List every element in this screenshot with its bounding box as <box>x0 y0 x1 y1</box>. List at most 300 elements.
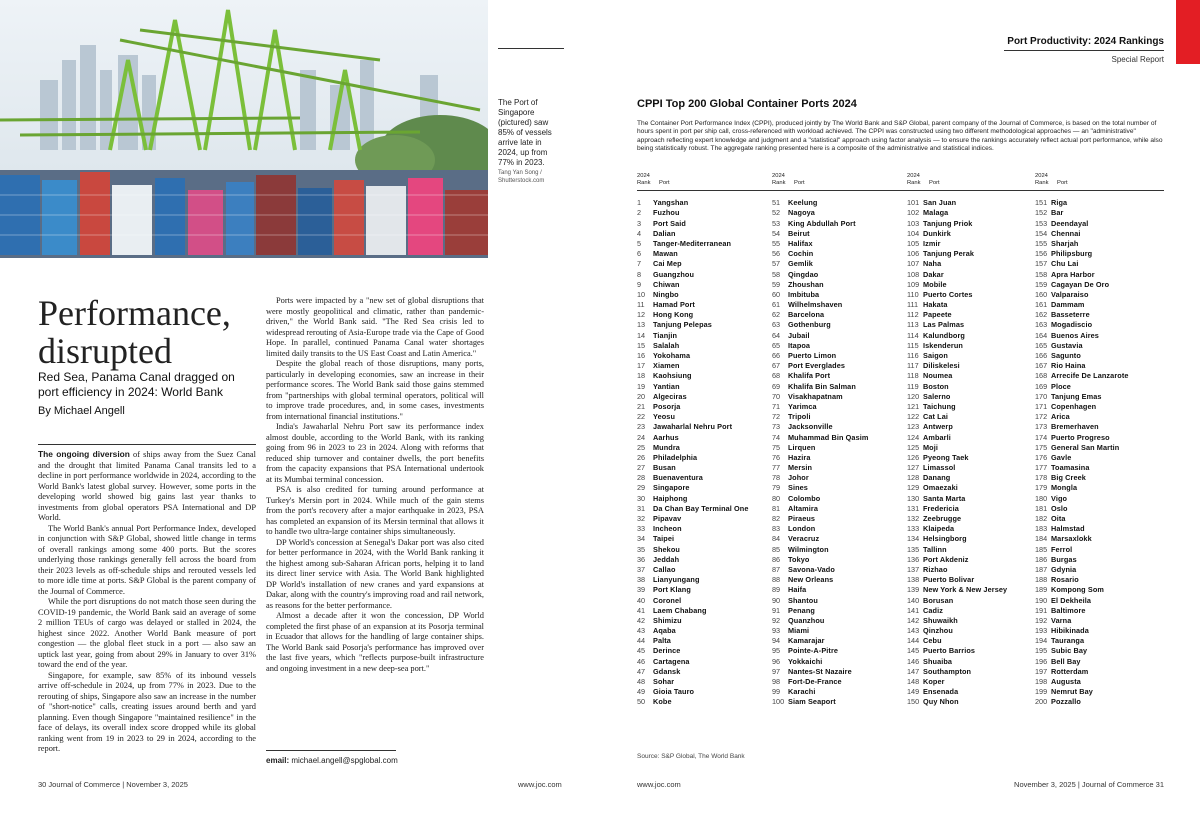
port-name: Piraeus <box>788 514 816 523</box>
rank-number: 111 <box>907 300 919 310</box>
photo-caption <box>498 98 562 185</box>
rank-row <box>907 657 1039 667</box>
rank-row <box>637 677 769 687</box>
port-name: Santa Marta <box>923 493 966 503</box>
rank-number: 74 <box>772 432 781 442</box>
port-name: Gustavia <box>1051 340 1083 350</box>
rank-row <box>772 331 904 341</box>
rank-number: 41 <box>637 605 646 615</box>
rank-row <box>637 514 769 524</box>
rank-row <box>637 351 769 361</box>
rank-row <box>1035 351 1167 361</box>
rank-number: 167 <box>1035 361 1048 371</box>
port-name: Kaohsiung <box>653 371 692 381</box>
rank-number: 133 <box>907 524 920 534</box>
rank-number: 197 <box>1035 666 1048 676</box>
port-name: Bar <box>1051 208 1064 218</box>
rank-number: 35 <box>637 544 646 554</box>
rank-number: 139 <box>907 585 920 595</box>
byline: By Michael Angell <box>38 405 125 417</box>
left-footer-url[interactable]: www.joc.com <box>518 780 562 789</box>
rank-number: 19 <box>637 381 646 391</box>
port-name: Muhammad Bin Qasim <box>788 432 869 442</box>
port-name: Jubail <box>788 330 810 340</box>
rank-number: 83 <box>772 524 781 534</box>
rank-number: 92 <box>772 615 781 625</box>
port-name: Wilhelmshaven <box>788 300 843 310</box>
rank-row <box>772 483 904 493</box>
paragraph: Despite the global reach of those disruptions, many ports, particularly in developing economies, saw an increase in their performance scores. The World Bank said those gains stemmed from "partnerships with global terminal operators, political will to improve trade procedures, and, in some cases, investments from international financial institutions." <box>266 359 484 421</box>
port-name: Hamad Port <box>653 300 695 310</box>
port-name: Fredericia <box>923 503 959 513</box>
rank-row <box>1035 290 1167 300</box>
port-name: Rosario <box>1051 575 1079 585</box>
rank-row <box>637 392 769 402</box>
port-name: Salalah <box>653 340 680 350</box>
rank-number: 48 <box>637 677 646 686</box>
rank-row <box>907 320 1039 330</box>
rank-row <box>637 534 769 544</box>
port-name: Gioia Tauro <box>653 687 695 697</box>
rank-row <box>772 687 904 697</box>
header-rank: Rank <box>772 179 786 186</box>
port-name: Palta <box>653 636 671 646</box>
port-name: Johor <box>788 473 809 483</box>
port-name: Port Everglades <box>788 361 846 371</box>
paragraph: India's Jawaharlal Nehru Port saw its performance index almost double, according to the World Bank, with its ranking going from 96 in 2023 to 23 in 2024. Along with reforms that reduced ship turnover and container dwells, the port benefits from the capacity expansions that PSA International undertook at its Mumbai terminal concession. <box>266 422 484 484</box>
port-name: Copenhagen <box>1051 401 1097 411</box>
rank-row <box>1035 382 1167 392</box>
rank-number: 33 <box>637 524 646 534</box>
port-name: Xiamen <box>653 361 680 371</box>
rank-row <box>637 433 769 443</box>
rank-row <box>772 382 904 392</box>
rank-number: 134 <box>907 534 920 544</box>
port-name: Deendayal <box>1051 218 1089 228</box>
rank-row <box>907 555 1039 565</box>
port-name: Big Creek <box>1051 473 1086 483</box>
port-name: Callao <box>653 564 676 574</box>
port-name: Taipei <box>653 534 675 544</box>
rank-number: 64 <box>772 330 781 340</box>
port-name: Antwerp <box>923 422 953 432</box>
port-name: Kalundborg <box>923 330 965 340</box>
rank-row <box>907 351 1039 361</box>
port-name: Shuwaikh <box>923 615 958 625</box>
port-name: Dakar <box>923 269 944 279</box>
rank-number: 20 <box>637 391 646 401</box>
port-name: Baltimore <box>1051 605 1086 615</box>
rank-number: 60 <box>772 289 781 299</box>
rank-row <box>1035 341 1167 351</box>
rank-row <box>907 575 1039 585</box>
rank-number: 140 <box>907 595 920 605</box>
rank-number: 180 <box>1035 493 1048 503</box>
port-name: Puerto Cortes <box>923 289 973 299</box>
rank-number: 153 <box>1035 218 1048 228</box>
rank-row <box>637 320 769 330</box>
port-name: Taichung <box>923 401 956 411</box>
rank-row <box>907 198 1039 208</box>
port-name: Yokohama <box>653 351 691 360</box>
port-name: Hakata <box>923 300 948 310</box>
rank-row <box>1035 473 1167 483</box>
port-name: Kamarajar <box>788 636 825 646</box>
port-name: Haiphong <box>653 493 688 503</box>
rank-number: 157 <box>1035 259 1048 269</box>
caption-text: The Port of Singapore (pictured) saw 85% of vessels arrive late in 2024, up from 77% in 2023. <box>498 98 552 167</box>
rank-row <box>907 504 1039 514</box>
rank-number: 123 <box>907 422 920 432</box>
rank-row <box>772 585 904 595</box>
rank-row <box>907 646 1039 656</box>
port-name: Papeete <box>923 310 952 320</box>
rank-number: 56 <box>772 249 781 259</box>
rank-number: 127 <box>907 463 920 473</box>
rank-number: 18 <box>637 371 646 381</box>
rank-number: 171 <box>1035 401 1048 411</box>
port-name: Nantes-St Nazaire <box>788 666 852 676</box>
port-name: Buenos Aires <box>1051 330 1099 340</box>
rank-number: 143 <box>907 626 920 636</box>
rank-row <box>772 371 904 381</box>
rank-row <box>772 351 904 361</box>
rank-number: 69 <box>772 381 781 391</box>
port-name: Dunkirk <box>923 228 951 238</box>
rank-number: 31 <box>637 503 646 513</box>
rank-row <box>772 514 904 524</box>
rank-row <box>1035 361 1167 371</box>
rank-row <box>772 249 904 259</box>
rank-row <box>1035 198 1167 208</box>
port-name: Kobe <box>653 697 672 707</box>
header-port: Port <box>659 179 670 186</box>
rank-number: 132 <box>907 514 920 523</box>
rank-number: 173 <box>1035 422 1048 432</box>
port-name: Danang <box>923 473 951 483</box>
port-name: Omaezaki <box>923 483 958 493</box>
rank-row <box>772 290 904 300</box>
rank-row <box>772 320 904 330</box>
port-name: Augusta <box>1051 677 1081 686</box>
port-name: Miami <box>788 626 810 636</box>
rank-number: 8 <box>637 269 642 279</box>
rank-row <box>772 646 904 656</box>
port-name: Jacksonville <box>788 422 833 432</box>
port-name: Veracruz <box>788 534 820 544</box>
rank-row <box>907 545 1039 555</box>
port-name: Borusan <box>923 595 954 605</box>
rank-number: 96 <box>772 656 781 666</box>
port-name: Ferrol <box>1051 544 1073 554</box>
rank-number: 120 <box>907 391 920 401</box>
rank-row <box>907 392 1039 402</box>
rank-number: 95 <box>772 646 781 656</box>
rank-row <box>637 473 769 483</box>
port-name: Hazira <box>788 452 811 462</box>
rank-number: 73 <box>772 422 781 432</box>
rank-row <box>637 667 769 677</box>
port-name: Penang <box>788 605 815 615</box>
rank-row <box>907 443 1039 453</box>
rank-row <box>772 463 904 473</box>
rank-number: 71 <box>772 401 781 411</box>
paragraph: DP World's concession at Senegal's Dakar port was also cited for better performance in 2024, with the World Bank ranking it the highest among sub-Saharan African ports, helping it to land its direct liner service with Asia. The World Bank highlighted DP World's installation of new cranes and yard expansions at Dakar, along with the country's improving road and rail network, as reasons for the better performance. <box>266 537 484 610</box>
port-name: Gothenburg <box>788 320 831 330</box>
author-email <box>266 756 398 765</box>
port-name: Qingdao <box>788 269 819 279</box>
rank-row <box>637 371 769 381</box>
port-name: Itapoa <box>788 340 811 350</box>
port-name: Cagayan De Oro <box>1051 279 1110 289</box>
port-name: Cat Lai <box>923 412 949 422</box>
rank-number: 94 <box>772 636 781 646</box>
rank-number: 182 <box>1035 514 1048 523</box>
port-name: Chennai <box>1051 228 1081 238</box>
rank-row <box>907 371 1039 381</box>
rank-row <box>907 463 1039 473</box>
rank-row <box>637 687 769 697</box>
port-name: Shantou <box>788 595 818 605</box>
section-rule <box>1004 50 1164 51</box>
rank-row <box>1035 646 1167 656</box>
port-name: Cai Mep <box>653 259 682 269</box>
port-name: Incheon <box>653 524 682 534</box>
port-name: Yeosu <box>653 412 675 422</box>
rank-number: 11 <box>637 300 645 310</box>
port-name: Sohar <box>653 677 675 686</box>
rank-row <box>1035 596 1167 606</box>
article-column-2 <box>266 296 484 674</box>
rank-row <box>1035 483 1167 493</box>
port-name: Mogadiscio <box>1051 320 1093 330</box>
rank-row <box>637 270 769 280</box>
rank-number: 30 <box>637 493 646 503</box>
section-subtitle: Special Report <box>1111 55 1164 64</box>
port-name: Gdansk <box>653 666 681 676</box>
rank-row <box>907 219 1039 229</box>
rank-row <box>1035 443 1167 453</box>
rank-number: 90 <box>772 595 781 605</box>
rank-number: 164 <box>1035 330 1048 340</box>
rank-row <box>907 534 1039 544</box>
table-intro: The Container Port Performance Index (CPPI), produced jointly by The World Bank and S&P Global, parent company of the Journal of Commerce, is based on the total number of hours spent in port per ship call, cross-referenced with workload achieved. The CPPI was constructed using two different methodological approaches — an "administrative" approach reflecting expert knowledge and judgment and a "statistical" approach using factor analysis — to ensure the rankings accurately reflect actual port performance, while also being statistically robust. The aggregate ranking presented here is a composite of the administrative and statistical indices. <box>637 120 1163 153</box>
port-name: Puerto Progreso <box>1051 432 1110 442</box>
header-year: 2024 <box>772 173 785 179</box>
rank-row <box>637 555 769 565</box>
port-name: New Orleans <box>788 575 834 585</box>
port-name: Tanjung Priok <box>923 218 973 228</box>
right-footer-url[interactable]: www.joc.com <box>637 780 681 789</box>
port-name: Mundra <box>653 442 680 452</box>
rank-number: 72 <box>772 412 781 422</box>
paragraph: The World Bank's annual Port Performance Index, developed in conjunction with S&P Global, showed little change in terms of overall rankings among some 400 ports. But the scores underlying those rankings generally fell across the board from their 2023 levels as off-schedule ships and rerouted vessels led to more idle time at ports. S&P Global is the parent company of the Journal of Commerce. <box>38 523 256 596</box>
port-name: Jeddah <box>653 554 680 564</box>
port-name: Burgas <box>1051 554 1077 564</box>
port-name: Tianjin <box>653 330 678 340</box>
rank-row <box>772 433 904 443</box>
port-name: Laem Chabang <box>653 605 707 615</box>
rank-row <box>1035 585 1167 595</box>
port-name: Visakhapatnam <box>788 391 843 401</box>
rank-row <box>1035 667 1167 677</box>
port-name: New York & New Jersey <box>923 585 1008 595</box>
rank-row <box>1035 514 1167 524</box>
rank-row <box>1035 494 1167 504</box>
port-name: Shuaiba <box>923 656 953 666</box>
rank-row <box>772 545 904 555</box>
rank-row <box>772 636 904 646</box>
rank-number: 67 <box>772 361 781 371</box>
rank-number: 70 <box>772 391 781 401</box>
rank-number: 119 <box>907 381 919 391</box>
port-name: Koper <box>923 677 945 686</box>
port-name: Chu Lai <box>1051 259 1079 269</box>
header-port: Port <box>1057 179 1068 186</box>
rank-number: 68 <box>772 371 781 381</box>
rank-number: 192 <box>1035 615 1048 625</box>
rank-row <box>1035 657 1167 667</box>
port-name: Puerto Limon <box>788 351 837 360</box>
port-name: Barcelona <box>788 310 825 320</box>
rank-row <box>1035 280 1167 290</box>
rank-number: 17 <box>637 361 646 371</box>
caption-rule <box>498 48 564 49</box>
port-name: Pipavav <box>653 514 682 523</box>
port-name: London <box>788 524 816 534</box>
port-name: Arica <box>1051 412 1070 422</box>
rank-row <box>907 402 1039 412</box>
rank-number: 107 <box>907 259 920 269</box>
rank-row <box>1035 524 1167 534</box>
article-rule <box>38 444 256 445</box>
section-title: Port Productivity: 2024 Rankings <box>1007 36 1164 47</box>
paragraph: While the port disruptions do not match those seen during the COVID-19 pandemic, the World Bank said an average of some 2 million TEUs of cargo was delayed or stalled in 2024, the highest since 2022. Another World Bank measure of port congestion — the global fleet stuck in a port — also saw an uptick last year, going from about 29% in January to over 31% toward the end of the year. <box>38 597 256 669</box>
rank-number: 149 <box>907 687 920 697</box>
rank-number: 130 <box>907 493 920 503</box>
article-column-1 <box>38 449 256 755</box>
rank-column-header <box>772 173 904 186</box>
paragraph: Singapore, for example, saw 85% of its inbound vessels arrive off-schedule in 2024, up from 77% in 2023. Due to the rerouting of ships, Singapore also saw an increase in the number of "short-notice" calls, creating issues around berth and yard planning. Even though Singapore "maintained resilience" in the face of delays, its overall index score dropped while its global ranking went from 19 in 2023 to 29 in 2024, according to the report. <box>38 670 256 753</box>
rank-number: 53 <box>772 218 781 228</box>
rank-number: 155 <box>1035 238 1048 248</box>
rank-number: 1 <box>637 198 642 208</box>
rank-number: 138 <box>907 575 920 585</box>
rank-row <box>772 239 904 249</box>
rank-row <box>907 412 1039 422</box>
email-rule <box>266 750 396 751</box>
rank-row <box>907 565 1039 575</box>
rank-row <box>637 657 769 667</box>
rank-row <box>1035 239 1167 249</box>
rank-row <box>772 259 904 269</box>
rank-row <box>772 443 904 453</box>
rank-row <box>637 300 769 310</box>
port-name: Pozzallo <box>1051 697 1081 707</box>
rank-row <box>1035 249 1167 259</box>
rank-row <box>772 412 904 422</box>
rank-number: 178 <box>1035 473 1048 483</box>
rank-row <box>1035 433 1167 443</box>
port-name: Tallinn <box>923 544 947 554</box>
paragraph: Ports were impacted by a "new set of global disruptions that were mostly geopolitical and climatic, rather than pandemic-driven," the World Bank said. "The Red Sea crisis led to widespread rerouting of Asia-Europe trade via the Cape of Good Hope. In parallel, continued Panama Canal water shortages limited daily transits to the US East Coast and Latin America." <box>266 296 484 358</box>
rank-number: 91 <box>772 605 781 615</box>
rank-row <box>637 229 769 239</box>
port-name: Pyeong Taek <box>923 452 969 462</box>
rank-row <box>772 229 904 239</box>
lead-text: of ships away from the Suez Canal and the drought that limited Panama Canal transits led to a decline in port performance worldwide in 2024, according to the World Bank's latest global survey. However, some ports in the developing world showed big gains last year thanks to investments from global operators PSA International and DP World. <box>38 450 256 522</box>
rank-row <box>907 453 1039 463</box>
port-name: Sagunto <box>1051 351 1081 360</box>
email-link[interactable]: michael.angell@spglobal.com <box>291 756 398 765</box>
rank-number: 5 <box>637 238 642 248</box>
rank-row <box>907 422 1039 432</box>
rank-row <box>907 616 1039 626</box>
port-name: Halifax <box>788 238 813 248</box>
rank-row <box>907 331 1039 341</box>
rank-number: 87 <box>772 564 781 574</box>
port-name: Yarimca <box>788 401 817 411</box>
rank-number: 88 <box>772 575 781 585</box>
port-name: Bremerhaven <box>1051 422 1099 432</box>
port-name: Pointe-A-Pitre <box>788 646 839 656</box>
port-name: Southampton <box>923 666 972 676</box>
rank-number: 52 <box>772 208 781 218</box>
rank-row <box>907 290 1039 300</box>
port-name: Gdynia <box>1051 564 1077 574</box>
rank-number: 10 <box>637 289 646 299</box>
rank-number: 85 <box>772 544 781 554</box>
rank-number: 189 <box>1035 585 1048 595</box>
rank-number: 183 <box>1035 524 1048 534</box>
rank-row <box>907 310 1039 320</box>
port-name: Fort-De-France <box>788 677 842 686</box>
rank-row <box>637 483 769 493</box>
rank-row <box>772 473 904 483</box>
rank-row <box>772 208 904 218</box>
article-headline: Performance, disrupted <box>38 293 231 371</box>
rank-row <box>772 280 904 290</box>
rank-row <box>637 524 769 534</box>
port-name: Tauranga <box>1051 636 1085 646</box>
rank-row <box>1035 453 1167 463</box>
port-name: Aqaba <box>653 626 676 636</box>
rank-number: 156 <box>1035 249 1048 259</box>
rank-row <box>637 585 769 595</box>
rank-row <box>907 341 1039 351</box>
rank-column-header <box>1035 173 1167 186</box>
port-name: Singapore <box>653 483 690 493</box>
rank-row <box>907 606 1039 616</box>
rank-number: 62 <box>772 310 781 320</box>
port-name: Chiwan <box>653 279 680 289</box>
rank-row <box>637 626 769 636</box>
port-name: Gavle <box>1051 452 1072 462</box>
left-footer: 30 Journal of Commerce | November 3, 2025 <box>38 780 188 789</box>
port-name: General San Martin <box>1051 442 1120 452</box>
rank-row <box>1035 270 1167 280</box>
rank-number: 32 <box>637 514 646 523</box>
port-name: Beirut <box>788 228 810 238</box>
port-name: King Abdullah Port <box>788 218 856 228</box>
port-name: Philipsburg <box>1051 249 1093 259</box>
rank-row <box>1035 392 1167 402</box>
port-name: Halmstad <box>1051 524 1085 534</box>
table-source: Source: S&P Global, The World Bank <box>637 753 745 760</box>
rank-number: 12 <box>637 310 646 320</box>
port-name: Izmir <box>923 238 941 248</box>
port-name: Lirquen <box>788 442 816 452</box>
